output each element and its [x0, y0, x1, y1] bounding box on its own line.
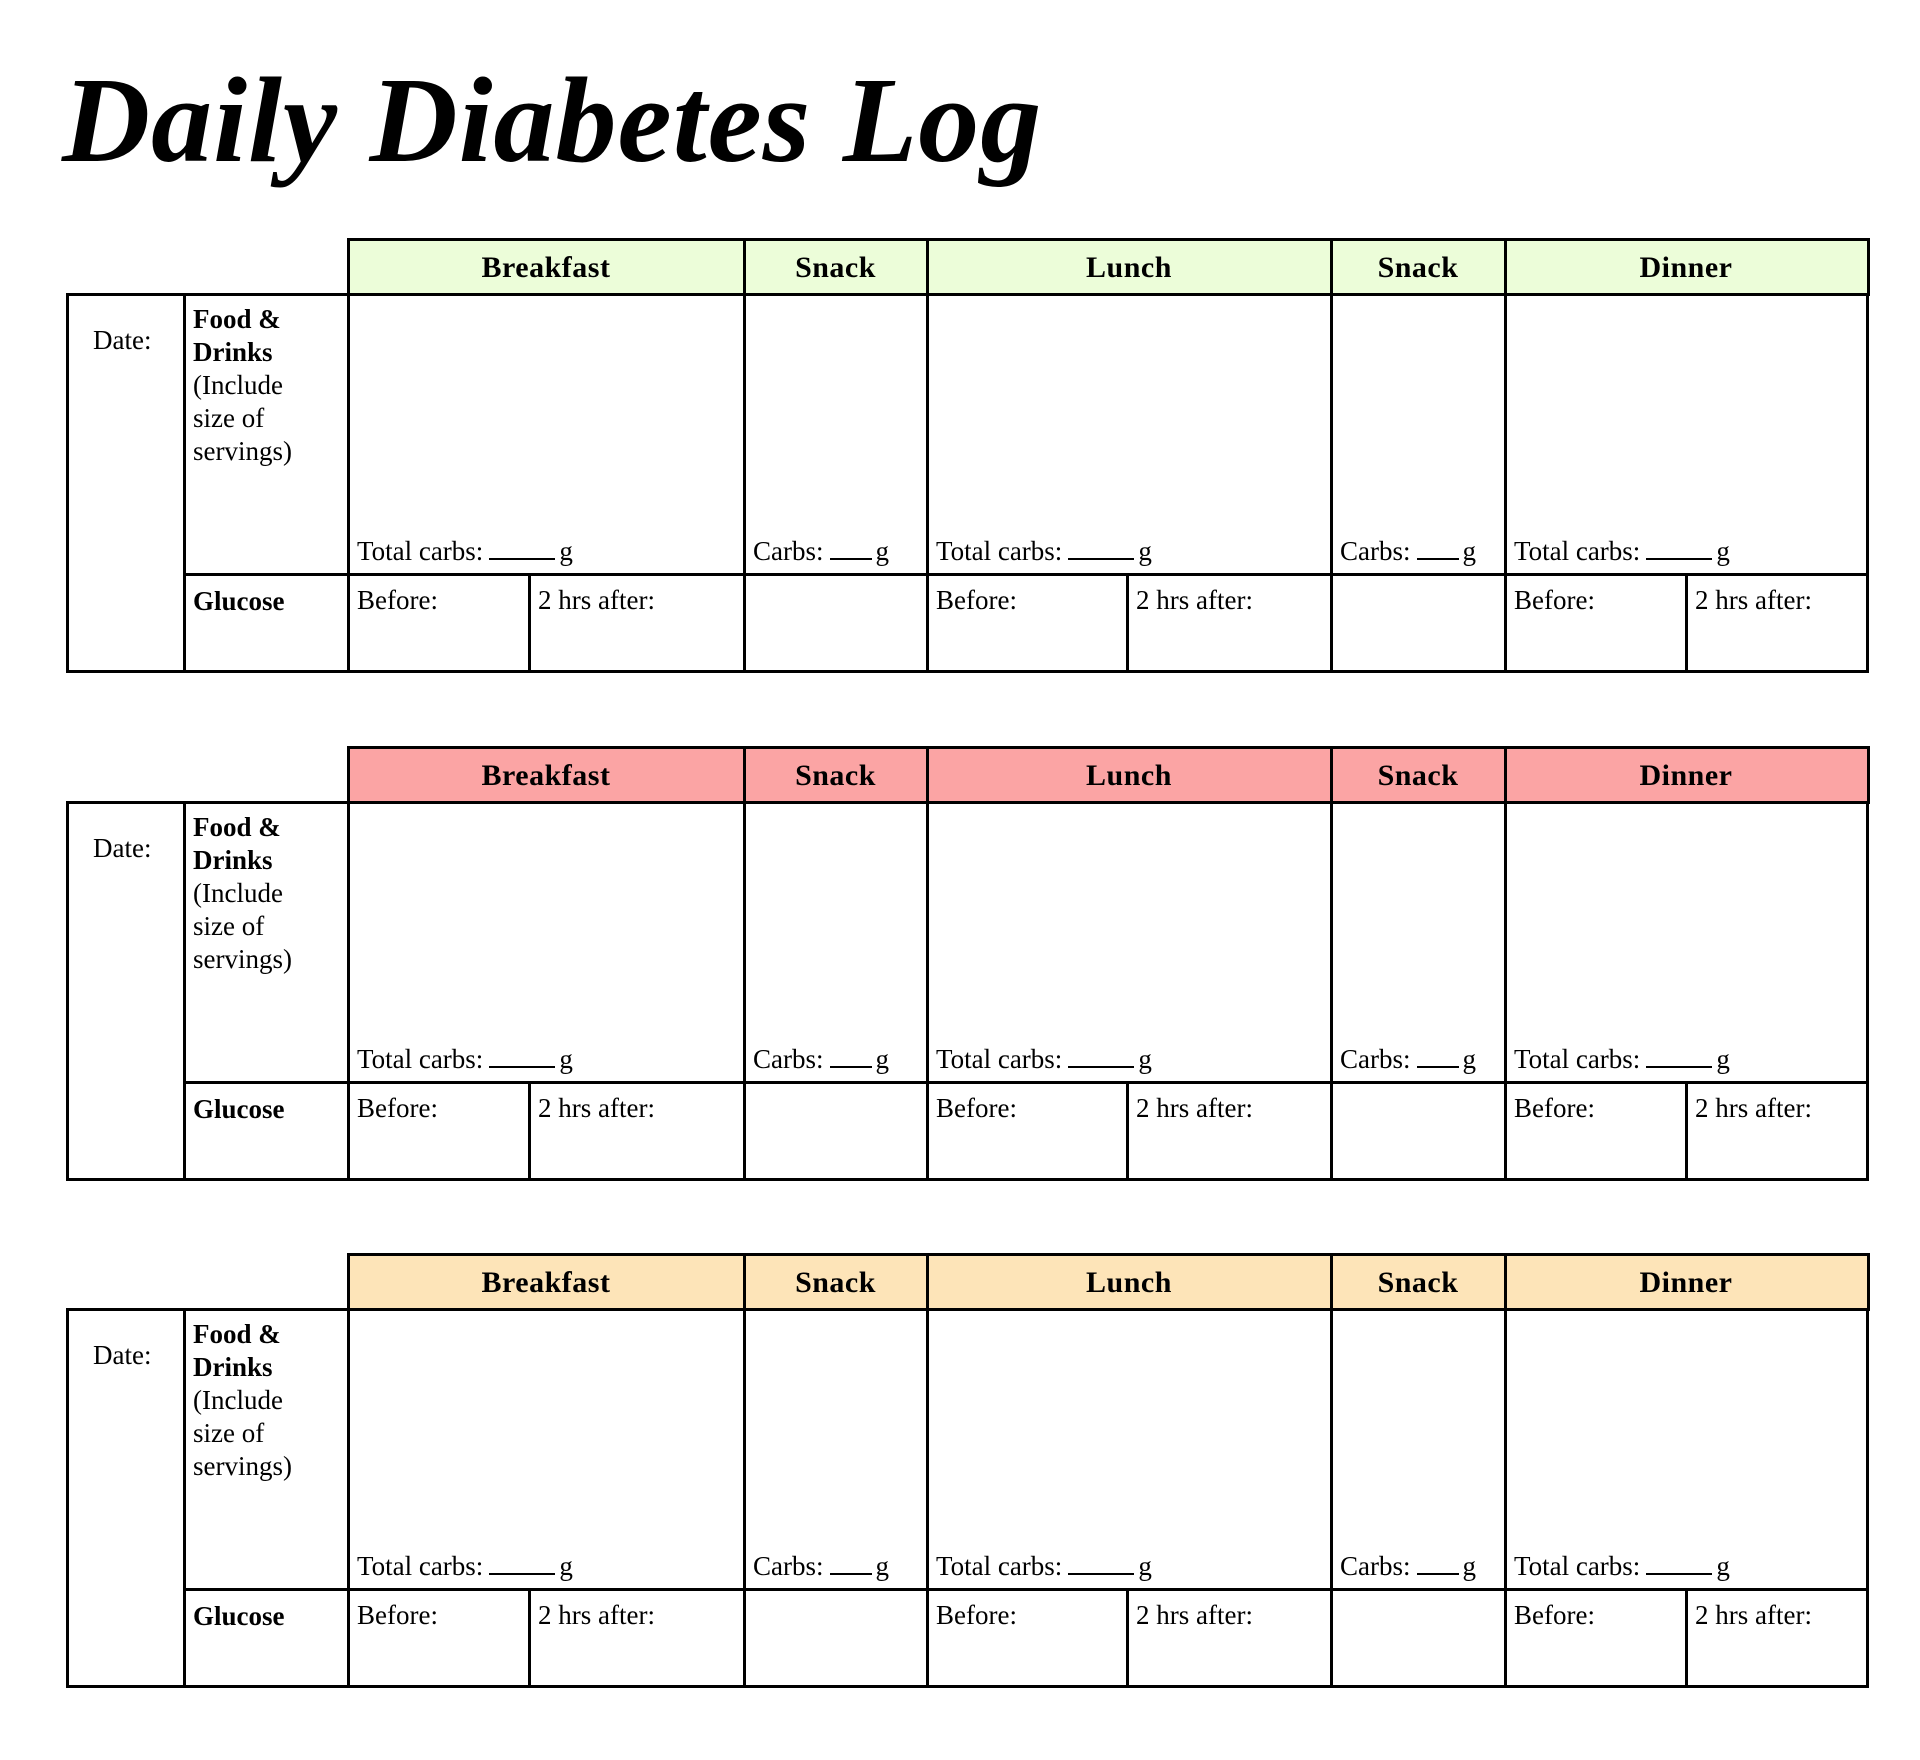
meal-header-dinner: Dinner — [1505, 1255, 1867, 1311]
food-drinks-label: Drinks — [193, 1352, 273, 1382]
glucose-before-field[interactable]: Before: — [357, 585, 438, 615]
meal-header-dinner: Dinner — [1505, 748, 1867, 804]
column-divider — [743, 1308, 746, 1688]
meal-header-lunch: Lunch — [927, 240, 1331, 296]
meal-header-breakfast: Breakfast — [348, 748, 744, 804]
serving-size-note: size of — [193, 1418, 265, 1448]
row-divider — [183, 1588, 1868, 1591]
glucose-before-field[interactable]: Before: — [1514, 1093, 1595, 1123]
log-day-block — [0, 0, 1920, 616]
food-entry-area[interactable] — [748, 806, 923, 1036]
serving-size-note: servings) — [193, 1451, 292, 1481]
header-row-border — [347, 746, 1870, 804]
page-title: Daily Diabetes Log — [62, 53, 1043, 188]
food-drinks-label: Drinks — [193, 337, 273, 367]
header-row-border — [347, 1253, 1870, 1311]
total-carbs-label: Total carbs: — [357, 536, 484, 566]
header-divider — [743, 1253, 746, 1311]
carbs-unit: g — [1716, 1044, 1730, 1074]
serving-size-note: (Include — [193, 1385, 283, 1415]
total-carbs-label: Total carbs: — [936, 1551, 1063, 1581]
total-carbs-field[interactable] — [357, 1549, 573, 1583]
carbs-unit: g — [1138, 1551, 1152, 1581]
glucose-before-field[interactable]: Before: — [357, 1093, 438, 1123]
total-carbs-label: Total carbs: — [357, 1551, 484, 1581]
glucose-after-field[interactable]: 2 hrs after: — [1136, 1600, 1253, 1630]
log-day-block — [0, 1015, 1920, 1631]
glucose-after-field[interactable]: 2 hrs after: — [1695, 1093, 1812, 1123]
glucose-after-field[interactable]: 2 hrs after: — [538, 585, 655, 615]
glucose-before-field[interactable]: Before: — [936, 1600, 1017, 1630]
meal-header-lunch: Lunch — [927, 1255, 1331, 1311]
meal-header-lunch: Lunch — [927, 748, 1331, 804]
glucose-after-field[interactable]: 2 hrs after: — [538, 1093, 655, 1123]
carbs-unit: g — [1138, 1044, 1152, 1074]
glucose-label: Glucose — [193, 1094, 285, 1124]
glucose-before-field[interactable]: Before: — [1514, 585, 1595, 615]
meal-header-snack: Snack — [1331, 240, 1505, 296]
carbs-unit: g — [1462, 536, 1476, 566]
food-entry-area[interactable] — [1335, 1313, 1501, 1543]
serving-size-note: (Include — [193, 878, 283, 908]
meal-header-breakfast: Breakfast — [348, 1255, 744, 1311]
glucose-snack-field[interactable] — [748, 1593, 923, 1683]
snack-carbs-label: Carbs: — [753, 536, 824, 566]
food-drinks-label: Food & — [193, 1319, 281, 1349]
total-carbs-label: Total carbs: — [1514, 1551, 1641, 1581]
food-entry-area[interactable] — [1335, 806, 1501, 1036]
serving-size-note: (Include — [193, 370, 283, 400]
carbs-unit: g — [875, 1551, 889, 1581]
meal-header-breakfast: Breakfast — [348, 240, 744, 296]
food-entry-area[interactable] — [748, 298, 923, 528]
carbs-blank-line[interactable] — [1068, 1549, 1134, 1575]
glucose-snack-field[interactable] — [1335, 1593, 1501, 1683]
food-entry-area[interactable] — [352, 1313, 740, 1543]
header-divider — [926, 746, 929, 804]
glucose-after-field[interactable]: 2 hrs after: — [1136, 585, 1253, 615]
food-drinks-label: Drinks — [193, 845, 273, 875]
food-entry-area[interactable] — [931, 1313, 1327, 1543]
column-divider — [926, 1308, 929, 1688]
total-carbs-label: Total carbs: — [936, 536, 1063, 566]
food-entry-area[interactable] — [931, 298, 1327, 528]
glucose-before-field[interactable]: Before: — [936, 1093, 1017, 1123]
glucose-before-field[interactable]: Before: — [1514, 1600, 1595, 1630]
food-drinks-label: Food & — [193, 304, 281, 334]
food-entry-area[interactable] — [748, 1313, 923, 1543]
column-divider — [1504, 1308, 1507, 1688]
glucose-after-field[interactable]: 2 hrs after: — [1695, 1600, 1812, 1630]
glucose-after-field[interactable]: 2 hrs after: — [1695, 585, 1812, 615]
serving-size-note: size of — [193, 403, 265, 433]
carbs-blank-line[interactable] — [1417, 1549, 1459, 1575]
date-label: Date: — [93, 325, 152, 355]
column-divider — [347, 1308, 350, 1688]
glucose-before-field[interactable]: Before: — [357, 1600, 438, 1630]
food-entry-area[interactable] — [1509, 298, 1863, 528]
glucose-split-divider — [1685, 1588, 1688, 1688]
snack-carbs-label: Carbs: — [753, 1044, 824, 1074]
serving-size-note: servings) — [193, 944, 292, 974]
carbs-blank-line[interactable] — [1646, 1549, 1712, 1575]
meal-header-snack: Snack — [744, 1255, 927, 1311]
total-carbs-field[interactable] — [936, 1549, 1152, 1583]
date-label: Date: — [93, 833, 152, 863]
header-divider — [1330, 1253, 1333, 1311]
glucose-before-field[interactable]: Before: — [936, 585, 1017, 615]
snack-carbs-field[interactable] — [753, 1549, 889, 1583]
header-divider — [1330, 746, 1333, 804]
food-entry-area[interactable] — [352, 806, 740, 1036]
carbs-unit: g — [1462, 1551, 1476, 1581]
carbs-unit: g — [875, 536, 889, 566]
column-divider — [1330, 1308, 1333, 1688]
snack-carbs-label: Carbs: — [1340, 1044, 1411, 1074]
glucose-after-field[interactable]: 2 hrs after: — [538, 1600, 655, 1630]
food-drinks-label: Food & — [193, 812, 281, 842]
total-carbs-label: Total carbs: — [1514, 1044, 1641, 1074]
glucose-split-divider — [1126, 1588, 1129, 1688]
serving-size-note: servings) — [193, 436, 292, 466]
header-divider — [743, 746, 746, 804]
header-divider — [1330, 238, 1333, 296]
carbs-unit: g — [875, 1044, 889, 1074]
serving-size-note: size of — [193, 911, 265, 941]
snack-carbs-label: Carbs: — [1340, 1551, 1411, 1581]
header-divider — [743, 238, 746, 296]
food-entry-area[interactable] — [1509, 1313, 1863, 1543]
glucose-label: Glucose — [193, 1601, 285, 1631]
header-row-border — [347, 238, 1870, 296]
carbs-blank-line[interactable] — [489, 1549, 555, 1575]
meal-header-snack: Snack — [744, 748, 927, 804]
meal-header-snack: Snack — [744, 240, 927, 296]
carbs-unit: g — [1462, 1044, 1476, 1074]
carbs-unit: g — [559, 536, 573, 566]
header-divider — [926, 1253, 929, 1311]
carbs-unit: g — [559, 1551, 573, 1581]
carbs-unit: g — [559, 1044, 573, 1074]
carbs-unit: g — [1716, 536, 1730, 566]
carbs-blank-line[interactable] — [830, 1549, 872, 1575]
snack-carbs-label: Carbs: — [1340, 536, 1411, 566]
total-carbs-label: Total carbs: — [1514, 536, 1641, 566]
glucose-split-divider — [528, 1588, 531, 1688]
snack-carbs-field[interactable] — [1340, 1549, 1476, 1583]
glucose-label: Glucose — [193, 586, 285, 616]
meal-header-snack: Snack — [1331, 1255, 1505, 1311]
header-divider — [926, 238, 929, 296]
glucose-after-field[interactable]: 2 hrs after: — [1136, 1093, 1253, 1123]
header-divider — [1504, 1253, 1507, 1311]
header-divider — [1504, 238, 1507, 296]
column-divider — [183, 1308, 186, 1688]
food-entry-area[interactable] — [1335, 298, 1501, 528]
total-carbs-label: Total carbs: — [357, 1044, 484, 1074]
snack-carbs-label: Carbs: — [753, 1551, 824, 1581]
meal-header-snack: Snack — [1331, 748, 1505, 804]
date-label: Date: — [93, 1340, 152, 1370]
meal-header-dinner: Dinner — [1505, 240, 1867, 296]
food-entry-area[interactable] — [1509, 806, 1863, 1036]
carbs-unit: g — [1138, 536, 1152, 566]
food-entry-area[interactable] — [931, 806, 1327, 1036]
food-entry-area[interactable] — [352, 298, 740, 528]
log-day-block — [0, 508, 1920, 1124]
header-divider — [1504, 746, 1507, 804]
total-carbs-field[interactable] — [1514, 1549, 1730, 1583]
carbs-unit: g — [1716, 1551, 1730, 1581]
total-carbs-label: Total carbs: — [936, 1044, 1063, 1074]
